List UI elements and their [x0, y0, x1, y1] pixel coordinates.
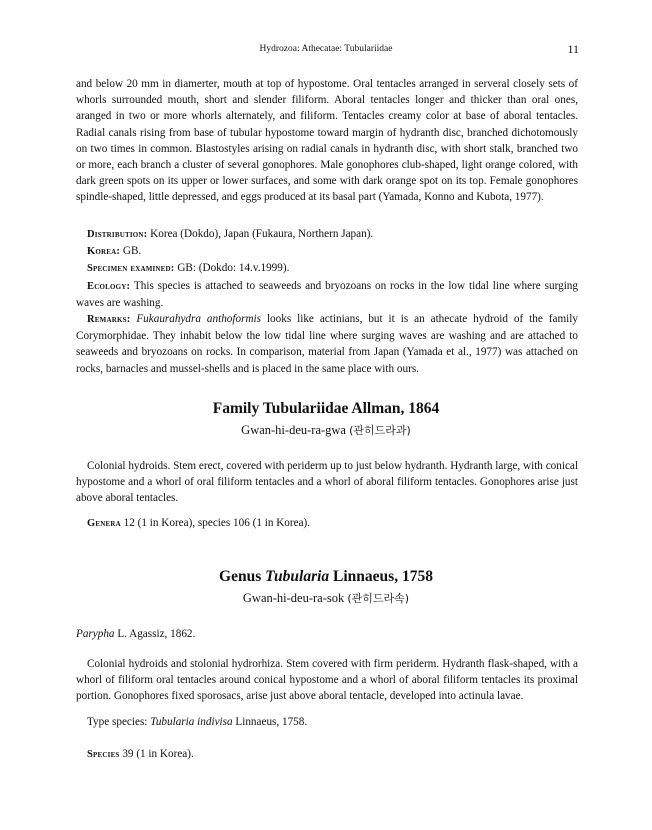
genus-title-name: Tubularia: [265, 568, 330, 585]
ecology-record: [76, 278, 578, 311]
type-species-name: Tubularia indivisa: [150, 716, 233, 728]
synonym-name: Parypha: [76, 628, 115, 640]
family-korean: (관히드라과): [349, 424, 411, 437]
genus-title-prefix: Genus: [219, 568, 266, 585]
remarks-species: Fukaurahydra anthoformis: [136, 313, 261, 326]
genus-korean-roman: Gwan-hi-deu-ra-sok: [242, 591, 345, 605]
genus-subheading: [0, 590, 652, 606]
family-subheading: [0, 422, 652, 438]
specimen-record: [76, 260, 578, 277]
remarks-text: looks like actinians, but it is an athecate hydroid of the family Corymorphidae. They inhabit below the low tidal line where surging waves are washing and are attached to seaweeds and bryozoans on rocks. In comparison, material from Japan (Yamada et al., 1977) was attached on rocks, barnacles and mussel-shells and is placed in the same place with ours.: [76, 313, 578, 375]
specimen-label: Specimen examined:: [87, 263, 175, 275]
distribution-label: Distribution:: [87, 229, 148, 240]
remarks-record: [76, 311, 578, 377]
genus-description: Colonial hydroids and stolonial hydrorhiza. Stem covered with firm periderm. Hydranth flask-shaped, with a whorl of filiform oral tentacles around conical hypostome and a whorl of aboral filiform tentacles its proximal portion. Gonophores fixed sporosacs, arise just above aboral tentacle, developed into actinula lavae.: [76, 658, 578, 703]
description-paragraph: and below 20 mm in diamerter, mouth at top of hypostome. Oral tentacles arranged in serveral closely sets of whorls surrounded mouth, short and slender filiform. Aboral tentacles longer and thicker than oral ones, aranged in two or more whorls alternately, and filiform. Tentacles creamy color at base of aboral tentacles. Radial canals rising from base of tubular hypostome toward margin of hydranth disc, branched dichotomously on two times in common. Blastostyles arising on radial canals in hydranth disc, with short stalk, branched two or more, each branch a cluster of several gonophores. Male gonophores club-shaped, light orange colored, with dark green spots on its upper or lower surfaces, and some with dark orange spot on its top. Female gonophores spindle-shaped, little depressed, and eggs produced at its basal part (Yamada, Konno and Kubota, 1977).: [76, 78, 578, 204]
korea-label: Korea:: [87, 246, 121, 258]
family-description: Colonial hydroids. Stem erect, covered with periderm up to just below hydranth. Hydranth large, with conical hypostome and a whorl of oral filiform tentacles and a whorl of aboral filiform tentacles. Gonophores arise just above aboral tentacles.: [76, 460, 578, 505]
family-korean-roman: Gwan-hi-deu-ra-gwa: [241, 423, 346, 437]
ecology-text: This species is attached to seaweeds and bryozoans on rocks in the low tidal line where surging waves are washing.: [76, 279, 578, 309]
ecology-label: Ecology:: [87, 280, 131, 292]
species-text: 39 (1 in Korea).: [122, 748, 194, 760]
records-block: [76, 226, 578, 377]
synonym-line: [76, 626, 578, 642]
genera-record: [76, 515, 578, 532]
type-species-label: Type species:: [87, 716, 148, 728]
genera-text: 12 (1 in Korea), species 106 (1 in Korea).: [123, 517, 311, 529]
species-record: [76, 746, 578, 763]
family-heading: Family Tubulariidae Allman, 1864: [212, 400, 440, 417]
korea-record: [76, 243, 578, 260]
page-number: 11: [567, 42, 579, 56]
genus-title-suffix: Linnaeus, 1758: [329, 568, 433, 585]
type-species-author: Linnaeus, 1758.: [235, 716, 308, 728]
korea-text: GB.: [122, 245, 142, 258]
type-species-line: [76, 714, 578, 730]
remarks-label: Remarks:: [87, 314, 131, 326]
specimen-text: GB: (Dokdo: 14.v.1999).: [177, 262, 290, 275]
running-header: Hydrozoa: Athecatae: Tubulariidae: [259, 44, 393, 54]
genus-heading: [0, 568, 652, 586]
distribution-text: Korea (Dokdo), Japan (Fukaura, Northern Japan).: [150, 228, 374, 240]
species-label: Species: [87, 749, 120, 760]
genus-korean: (관히드라속): [347, 592, 410, 605]
distribution-record: [76, 226, 578, 243]
synonym-author: L. Agassiz, 1862.: [117, 628, 196, 640]
genera-label: Genera: [87, 518, 121, 529]
